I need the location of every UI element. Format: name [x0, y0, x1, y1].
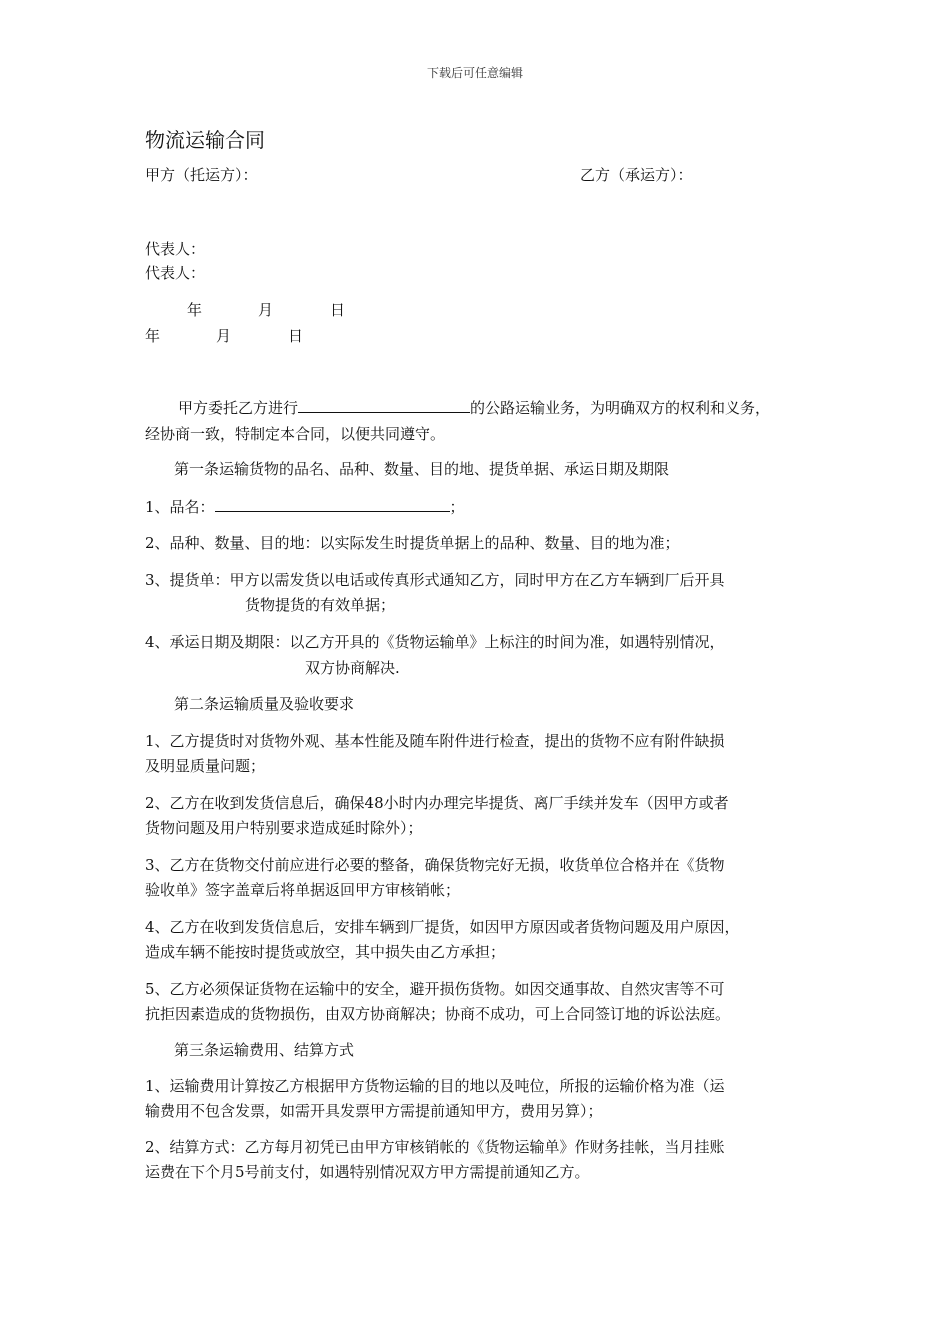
date-a-year: 年: [187, 301, 203, 319]
service-blank: [298, 398, 470, 413]
article1-heading: 第一条运输货物的品名、品种、数量、目的地、提货单据、承运日期及期限: [174, 460, 670, 478]
article1-item3-line1: 3、提货单：甲方以需发货以电话或传真形式通知乙方，同时甲方在乙方车辆到厂后开具: [145, 571, 725, 589]
article2-item3-line1: 3、乙方在货物交付前应进行必要的整备，确保货物完好无损，收货单位合格并在《货物: [145, 856, 725, 874]
representative-b: 代表人：: [145, 264, 206, 282]
article1-item2: 2、品种、数量、目的地：以实际发生时提货单据上的品种、数量、目的地为准；: [145, 534, 680, 552]
article3-item1-line1: 1、运输费用计算按乙方根据甲方货物运输的目的地以及吨位，所报的运输价格为准（运: [145, 1077, 725, 1095]
article1-item4-line1: 4、承运日期及期限：以乙方开具的《货物运输单》上标注的时间为准，如遇特别情况，: [145, 633, 725, 651]
intro-text-start: 甲方委托乙方进行: [178, 399, 299, 417]
article3-item2-line1: 2、结算方式：乙方每月初凭已由甲方审核销帐的《货物运输单》作财务挂帐，当月挂账: [145, 1138, 725, 1156]
item1-end: ；: [449, 498, 465, 516]
article3-item1-line2: 输费用不包含发票，如需开具发票甲方需提前通知甲方，费用另算）；: [145, 1102, 603, 1120]
article2-heading: 第二条运输质量及验收要求: [174, 695, 355, 713]
article1-item1: [145, 494, 465, 521]
article2-item3-line2: 验收单》签字盖章后将单据返回甲方审核销帐；: [145, 881, 461, 899]
article2-item4-line1: 4、乙方在收到发货信息后，安排车辆到厂提货，如因甲方原因或者货物问题及用户原因，: [145, 918, 740, 936]
representative-a: 代表人：: [145, 240, 206, 258]
article2-item4-line2: 造成车辆不能按时提货或放空，其中损失由乙方承担；: [145, 943, 506, 961]
date-b-day: 日: [288, 327, 304, 345]
article1-item3-line2: 货物提货的有效单据；: [245, 596, 396, 614]
article2-item2-line1: 2、乙方在收到发货信息后，确保48小时内办理完毕提货、离厂手续并发车（因甲方或者: [145, 794, 729, 812]
intro-line-1: [178, 395, 770, 422]
header-note: 下载后可任意编辑: [426, 66, 523, 80]
article2-item1-line2: 及明显质量问题；: [145, 757, 266, 775]
product-name-blank: [215, 497, 450, 512]
intro-text-end: 的公路运输业务，为明确双方的权利和义务，: [470, 399, 771, 417]
date-b-year: 年: [145, 327, 161, 345]
intro-line-2: 经协商一致，特制定本合同，以便共同遵守。: [145, 425, 446, 443]
article3-item2-line2: 运费在下个月5号前支付，如遇特别情况双方甲方需提前通知乙方。: [145, 1163, 590, 1181]
party-a-label: 甲方（托运方）：: [145, 166, 258, 184]
article1-item4-line2: 双方协商解决.: [305, 659, 400, 677]
article2-item5-line2: 抗拒因素造成的货物损伤，由双方协商解决；协商不成功，可上合同签订地的诉讼法庭。: [145, 1005, 731, 1023]
article3-heading: 第三条运输费用、结算方式: [174, 1041, 355, 1059]
article2-item2-line2: 货物问题及用户特别要求造成延时除外）；: [145, 819, 423, 837]
date-b-month: 月: [216, 327, 232, 345]
product-name-label: 1、品名：: [145, 498, 215, 516]
party-b-label: 乙方（承运方）：: [580, 166, 693, 184]
contract-title: 物流运输合同: [145, 128, 265, 152]
date-a-day: 日: [330, 301, 346, 319]
date-a-month: 月: [258, 301, 274, 319]
article2-item5-line1: 5、乙方必须保证货物在运输中的安全，避开损伤货物。如因交通事故、自然灾害等不可: [145, 980, 725, 998]
article2-item1-line1: 1、乙方提货时对货物外观、基本性能及随车附件进行检查，提出的货物不应有附件缺损: [145, 732, 725, 750]
